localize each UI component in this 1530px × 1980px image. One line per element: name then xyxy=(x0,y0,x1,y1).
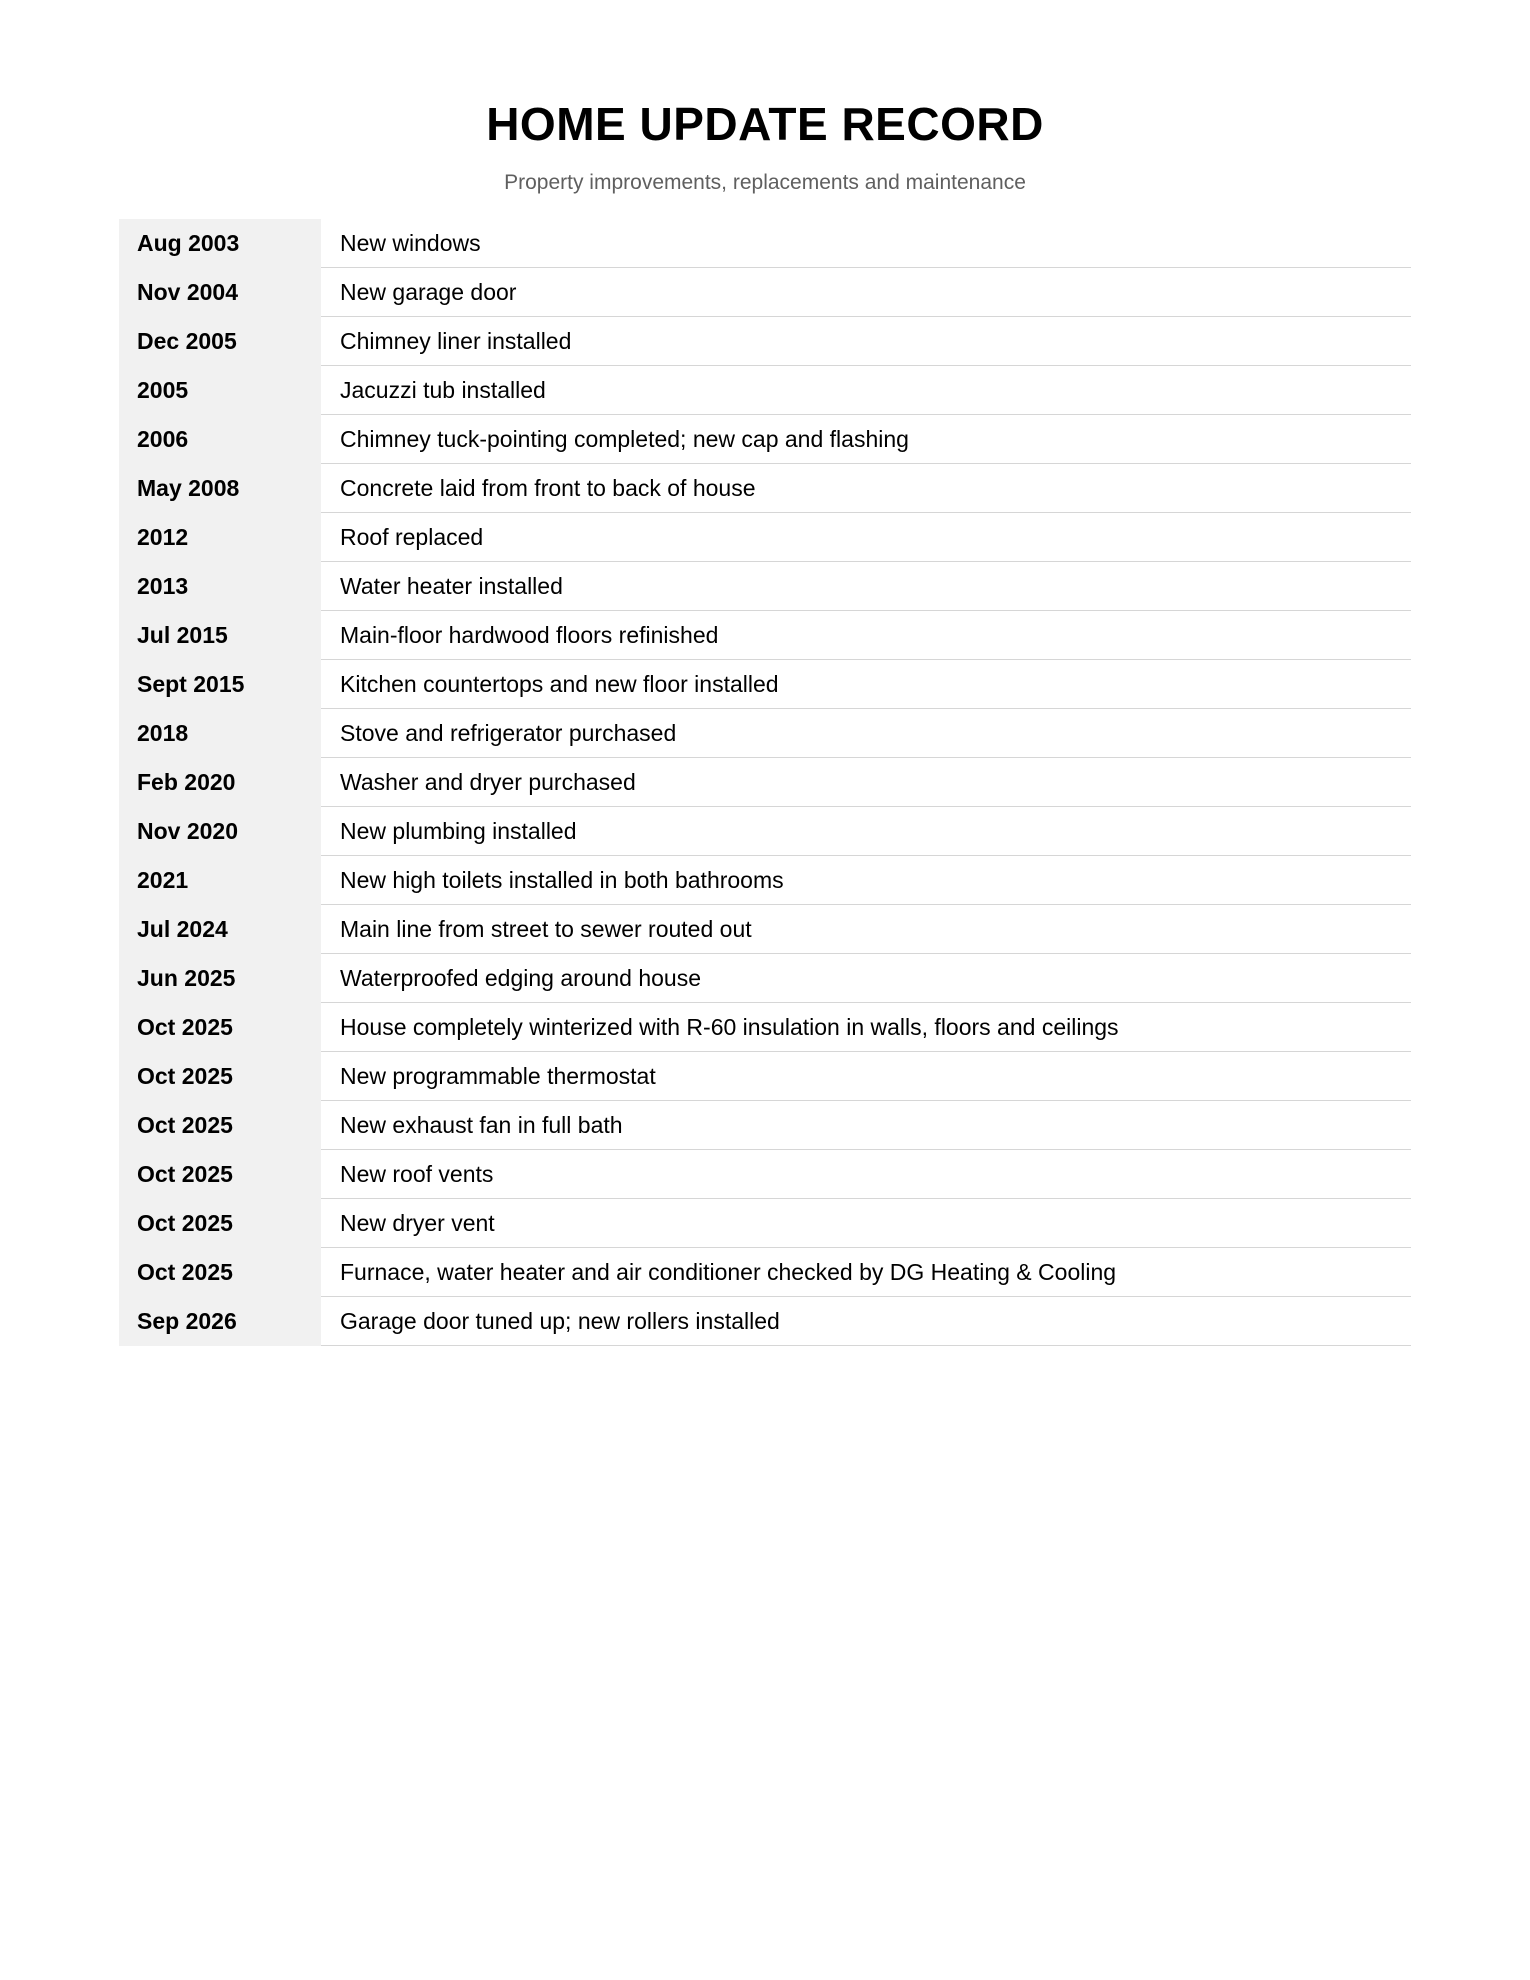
record-date: Oct 2025 xyxy=(119,1003,321,1052)
table-row xyxy=(119,562,1411,611)
record-date: 2006 xyxy=(119,415,321,464)
table-row xyxy=(119,807,1411,856)
record-date: 2018 xyxy=(119,709,321,758)
record-description: New windows xyxy=(321,219,1411,268)
record-date: 2021 xyxy=(119,856,321,905)
record-date: Oct 2025 xyxy=(119,1248,321,1297)
record-date: Sept 2015 xyxy=(119,660,321,709)
table-row xyxy=(119,856,1411,905)
record-date: Jul 2024 xyxy=(119,905,321,954)
table-row xyxy=(119,660,1411,709)
record-date: Aug 2003 xyxy=(119,219,321,268)
table-row xyxy=(119,1052,1411,1101)
record-date: Oct 2025 xyxy=(119,1052,321,1101)
record-date: Oct 2025 xyxy=(119,1199,321,1248)
table-row xyxy=(119,758,1411,807)
record-description: Furnace, water heater and air conditioner checked by DG Heating & Cooling xyxy=(321,1248,1411,1297)
record-description: Jacuzzi tub installed xyxy=(321,366,1411,415)
record-date: 2012 xyxy=(119,513,321,562)
record-description: New garage door xyxy=(321,268,1411,317)
page-subtitle: Property improvements, replacements and maintenance xyxy=(504,171,1026,194)
table-row xyxy=(119,366,1411,415)
record-description: New programmable thermostat xyxy=(321,1052,1411,1101)
record-description: New high toilets installed in both bathrooms xyxy=(321,856,1411,905)
record-description: Washer and dryer purchased xyxy=(321,758,1411,807)
record-date: Sep 2026 xyxy=(119,1297,321,1346)
record-date: May 2008 xyxy=(119,464,321,513)
record-description: Waterproofed edging around house xyxy=(321,954,1411,1003)
table-row xyxy=(119,219,1411,268)
record-description: Chimney tuck-pointing completed; new cap and flashing xyxy=(321,415,1411,464)
record-description: New roof vents xyxy=(321,1150,1411,1199)
table-row xyxy=(119,1199,1411,1248)
table-row xyxy=(119,1101,1411,1150)
record-date: Dec 2005 xyxy=(119,317,321,366)
record-date: Nov 2020 xyxy=(119,807,321,856)
record-description: New dryer vent xyxy=(321,1199,1411,1248)
record-description: House completely winterized with R-60 insulation in walls, floors and ceilings xyxy=(321,1003,1411,1052)
record-description: New exhaust fan in full bath xyxy=(321,1101,1411,1150)
table-row xyxy=(119,317,1411,366)
record-description: Water heater installed xyxy=(321,562,1411,611)
record-description: Garage door tuned up; new rollers installed xyxy=(321,1297,1411,1346)
record-description: Roof replaced xyxy=(321,513,1411,562)
record-date: Feb 2020 xyxy=(119,758,321,807)
table-row xyxy=(119,611,1411,660)
record-description: Stove and refrigerator purchased xyxy=(321,709,1411,758)
record-date: Oct 2025 xyxy=(119,1150,321,1199)
record-date: Nov 2004 xyxy=(119,268,321,317)
record-date: Oct 2025 xyxy=(119,1101,321,1150)
table-row xyxy=(119,513,1411,562)
record-date: Jun 2025 xyxy=(119,954,321,1003)
table-row xyxy=(119,954,1411,1003)
table-row xyxy=(119,905,1411,954)
record-description: Concrete laid from front to back of house xyxy=(321,464,1411,513)
table-row xyxy=(119,415,1411,464)
record-description: New plumbing installed xyxy=(321,807,1411,856)
update-record-table xyxy=(119,219,1411,1346)
table-row xyxy=(119,709,1411,758)
record-description: Kitchen countertops and new floor installed xyxy=(321,660,1411,709)
record-description: Main line from street to sewer routed out xyxy=(321,905,1411,954)
page-title: HOME UPDATE RECORD xyxy=(486,98,1044,150)
table-row xyxy=(119,268,1411,317)
record-date: 2005 xyxy=(119,366,321,415)
record-date: 2013 xyxy=(119,562,321,611)
table-row xyxy=(119,1150,1411,1199)
record-description: Chimney liner installed xyxy=(321,317,1411,366)
table-row xyxy=(119,1003,1411,1052)
record-description: Main-floor hardwood floors refinished xyxy=(321,611,1411,660)
table-row xyxy=(119,1248,1411,1297)
record-date: Jul 2015 xyxy=(119,611,321,660)
table-row xyxy=(119,464,1411,513)
table-row xyxy=(119,1297,1411,1346)
